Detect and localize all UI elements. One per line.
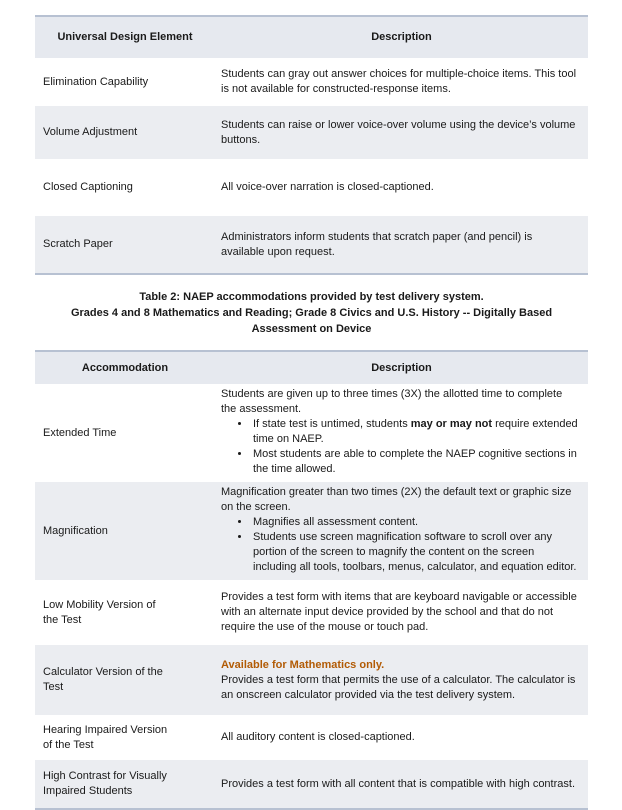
text-segment: Provides a test form that permits the use of a calculator. The calculator is an onscreen calculator provided via the test delivery system. — [221, 673, 576, 701]
row-label: Elimination Capability — [43, 75, 149, 88]
table-row-extended-time — [35, 384, 588, 482]
description-line — [221, 485, 578, 515]
row-label: Scratch Paper — [43, 238, 113, 250]
row-label: Calculator Version of the Test — [43, 666, 163, 693]
text-segment: If state test is untimed, students — [253, 418, 411, 430]
row-label: High Contrast for Visually Impaired Students — [43, 770, 167, 797]
table-row-scratch-paper — [35, 216, 588, 273]
text-segment: All auditory content is closed-captioned. — [221, 731, 415, 743]
text-segment: Provides a test form with all content that is compatible with high contrast. — [221, 777, 575, 790]
text-segment: require extended time on NAEP. — [253, 418, 578, 445]
column-header-universal-design-element: Universal Design Element — [57, 31, 193, 43]
text-segment: Provides a test form with items that are keyboard navigable or accessible with an alternate input device provided by the school and that do not require the use of the mouse or touch pad. — [221, 591, 577, 633]
bullet-item — [251, 515, 578, 530]
column-header-description: Description — [371, 361, 432, 374]
table2-caption — [35, 289, 588, 337]
text-segment: Students use screen magnification software to scroll over any portion of the screen to magnify the content on the screen including all tools, toolbars, menus, calculator, and equation editor. — [253, 531, 577, 573]
column-header-accommodation: Accommodation — [81, 361, 169, 374]
row-description — [215, 580, 588, 645]
row-label: Hearing Impaired Version of the Test — [43, 723, 168, 751]
row-label: Magnification — [43, 524, 108, 537]
row-label: Extended Time — [43, 426, 117, 439]
accommodations-table — [35, 350, 588, 810]
column-header-description: Description — [371, 31, 432, 43]
row-description: Students can raise or lower voice-over volume using the device’s volume buttons. — [221, 118, 576, 146]
table2-caption-line-1: Table 2: NAEP accommodations provided by test delivery system. — [139, 291, 484, 303]
bullet-item — [251, 417, 578, 447]
description-line — [221, 777, 578, 792]
description-line — [221, 590, 578, 635]
row-label: Low Mobility Version of the Test — [43, 598, 156, 626]
table-row-closed-captioning — [35, 159, 588, 216]
row-description: Students can gray out answer choices for multiple-choice items. This tool is not available for constructed-response items. — [221, 68, 577, 95]
row-description: Administrators inform students that scratch paper (and pencil) is available upon request. — [221, 230, 533, 258]
row-description — [215, 482, 588, 580]
bullet-item — [251, 530, 578, 575]
table-row-calculator-version — [35, 645, 588, 715]
table-row-low-mobility-version — [35, 580, 588, 645]
text-segment: may or may not — [410, 418, 493, 430]
table2-caption-line-2: Grades 4 and 8 Mathematics and Reading; Grade 8 Civics and U.S. History -- Digitally Based — [70, 307, 553, 319]
description-line — [221, 730, 578, 745]
row-description — [215, 645, 588, 715]
text-segment: Magnification greater than two times (2X) the default text or graphic size on the screen. — [221, 486, 572, 513]
description-line — [221, 673, 578, 703]
accommodations-table-header-row — [35, 352, 588, 384]
table-row-volume-adjustment — [35, 106, 588, 159]
text-segment: Magnifies all assessment content. — [253, 516, 419, 528]
text-segment: Most students are able to complete the NAEP cognitive sections in the time allowed. — [253, 448, 577, 475]
universal-design-table-header-row — [35, 17, 588, 58]
row-label: Closed Captioning — [43, 181, 133, 193]
row-description — [215, 715, 588, 760]
row-label: Volume Adjustment — [43, 126, 138, 138]
table-row-hearing-impaired-version — [35, 715, 588, 760]
row-description — [215, 384, 588, 482]
bullet-list — [221, 515, 578, 575]
row-description: All voice-over narration is closed-captioned. — [221, 181, 434, 193]
table2-caption-line-3: Assessment on Device — [251, 323, 372, 335]
bullet-list — [221, 417, 578, 477]
table-row-elimination-capability — [35, 58, 588, 106]
description-line — [221, 658, 578, 673]
universal-design-table — [35, 15, 588, 275]
description-line — [221, 387, 578, 417]
accent-text: Available for Mathematics only. — [221, 658, 385, 671]
text-segment: Students are given up to three times (3X) the allotted time to complete the assessment. — [221, 388, 563, 415]
bullet-item — [251, 447, 578, 477]
table-row-magnification — [35, 482, 588, 580]
